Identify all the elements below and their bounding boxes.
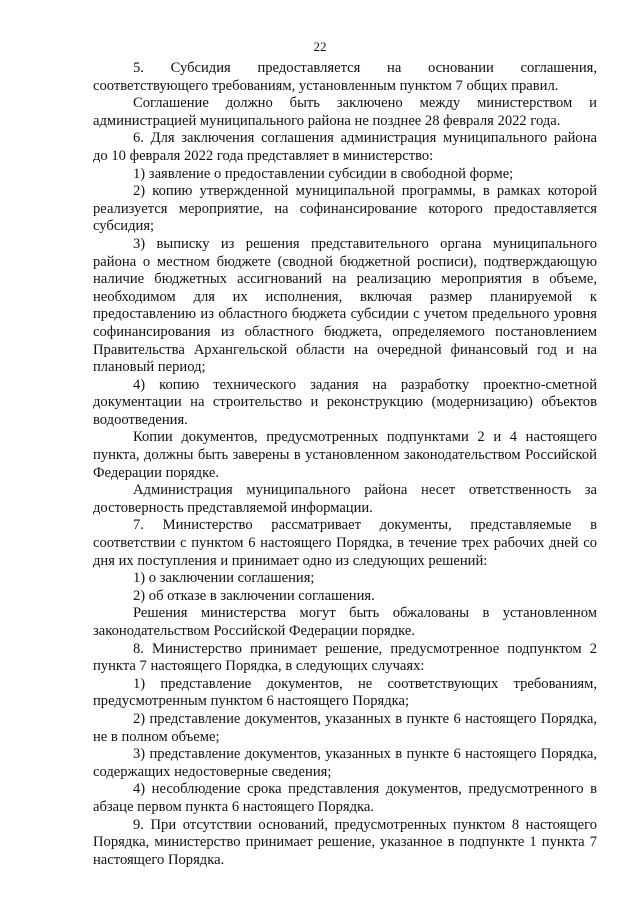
paragraph-6-item-1: 1) заявление о предоставлении субсидии в свободной форме; (133, 165, 514, 182)
paragraph-responsibility: Администрация муниципального района несет ответственность за достоверность представляемой информации. (93, 482, 597, 516)
paragraph-agreement-deadline: Соглашение должно быть заключено между министерством и администрацией муниципального района не позднее 28 февраля 2022 года. (93, 95, 597, 129)
paragraph-6-item-4: 4) копию технического задания на разработку проектно-сметной документации на строительство и реконструкцию (модернизацию) объектов водоотведения. (93, 376, 597, 428)
paragraph-8-item-3: 3) представление документов, указанных в пункте 6 настоящего Порядка, содержащих недостоверные сведения; (93, 746, 597, 780)
paragraph-5: 5. Субсидия предоставляется на основании соглашения, соответствующего требованиям, установленным пунктом 7 общих правил. (93, 60, 597, 94)
paragraph-8-item-4: 4) несоблюдение срока представления документов, предусмотренного в абзаце первом пункта 6 настоящего Порядка. (93, 781, 597, 815)
paragraph-8-item-1: 1) представление документов, не соответствующих требованиям, предусмотренным пунктом 6 настоящего Порядка; (93, 675, 597, 710)
paragraph-9: 9. При отсутствии оснований, предусмотренных пунктом 8 настоящего Порядка, министерство принимает решение, указанное в подпункте 1 пункта 7 настоящего Порядка. (93, 816, 597, 868)
paragraph-appeal: Решения министерства могут быть обжалованы в установленном законодательством Российской Федерации порядке. (93, 605, 597, 639)
document-body (93, 60, 597, 869)
paragraph-7: 7. Министерство рассматривает документы, представляемые в соответствии с пунктом 6 настоящего Порядка, в течение трех рабочих дней со дня их поступления и принимает одно из следующих решений: (93, 517, 597, 569)
paragraph-8: 8. Министерство принимает решение, предусмотренное подпунктом 2 пункта 7 настоящего Порядка, в следующих случаях: (93, 640, 597, 675)
paragraph-copies: Копии документов, предусмотренных подпунктами 2 и 4 настоящего пункта, должны быть заверены в установленном законодательством Российской Федерации порядке. (93, 429, 597, 481)
paragraph-7-item-1: 1) о заключении соглашения; (133, 570, 315, 587)
paragraph-6: 6. Для заключения соглашения администрация муниципального района до 10 февраля 2022 года представляет в министерство: (93, 130, 597, 164)
paragraph-7-item-2: 2) об отказе в заключении соглашения. (133, 587, 375, 604)
paragraph-6-item-3: 3) выписку из решения представительного органа муниципального района о местном бюджете (сводной бюджетной росписи), подтверждающую наличие бюджетных ассигнований на реализацию мероприятия в объеме, необходимом для их исполнения, включая размер планируемой к предоставлению из областного бюджета субсидии с учетом предельного уровня софинансирования из областного бюджета, определяемого постановлением Правительства Архангельской области на очередной финансовый год и на плановый период; (93, 235, 597, 376)
page-number: 22 (313, 39, 327, 54)
paragraph-8-item-2: 2) представление документов, указанных в пункте 6 настоящего Порядка, не в полном объеме; (93, 710, 597, 745)
paragraph-6-item-2: 2) копию утвержденной муниципальной программы, в рамках которой реализуется мероприятие, на софинансирование которого предоставляется субсидия; (93, 183, 597, 235)
